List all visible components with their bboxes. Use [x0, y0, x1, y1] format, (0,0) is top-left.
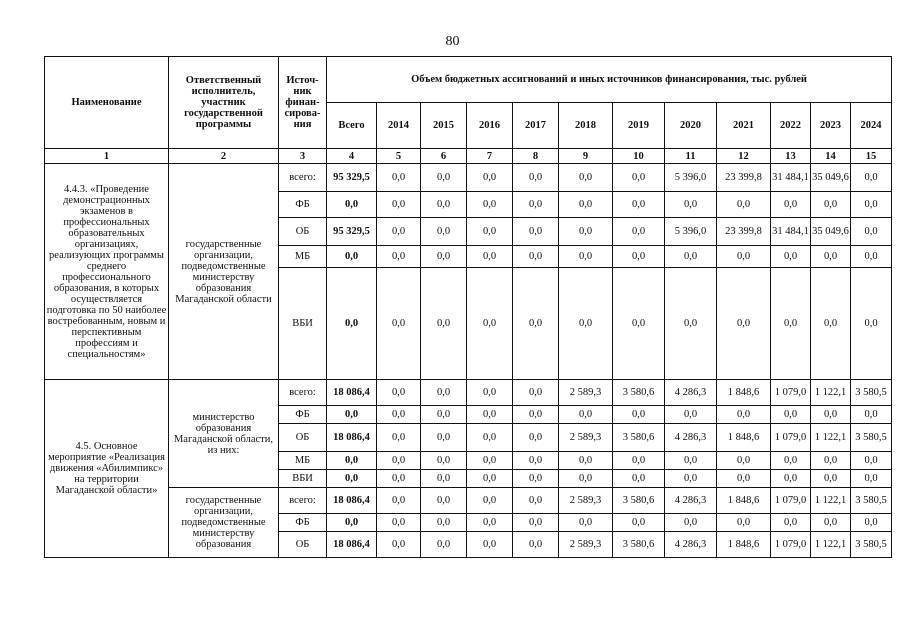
value-cell: 0,0 — [421, 246, 467, 268]
value-cell: 0,0 — [377, 406, 421, 424]
column-number: 6 — [421, 149, 467, 164]
value-cell: 0,0 — [513, 192, 559, 218]
value-cell: 0,0 — [851, 218, 892, 246]
value-cell: 0,0 — [377, 514, 421, 532]
value-cell: 4 286,3 — [665, 532, 717, 558]
value-cell: 0,0 — [559, 164, 613, 192]
header-executor: Ответственный исполнитель, участник государственной программы — [169, 57, 279, 149]
value-cell: 0,0 — [559, 406, 613, 424]
value-cell: 0,0 — [613, 470, 665, 488]
header-year: 2018 — [559, 103, 613, 149]
value-cell: 0,0 — [665, 470, 717, 488]
value-cell: 0,0 — [613, 452, 665, 470]
source-cell: всего: — [279, 488, 327, 514]
value-cell: 35 049,6 — [811, 164, 851, 192]
value-cell: 0,0 — [377, 218, 421, 246]
source-cell: всего: — [279, 380, 327, 406]
value-cell: 0,0 — [613, 218, 665, 246]
value-cell: 0,0 — [467, 470, 513, 488]
header-total: Всего — [327, 103, 377, 149]
value-cell: 3 580,6 — [613, 380, 665, 406]
column-number: 13 — [771, 149, 811, 164]
value-cell: 2 589,3 — [559, 532, 613, 558]
header-year: 2017 — [513, 103, 559, 149]
value-cell: 0,0 — [377, 268, 421, 380]
value-cell: 1 122,1 — [811, 532, 851, 558]
value-cell: 0,0 — [421, 488, 467, 514]
value-cell: 1 079,0 — [771, 424, 811, 452]
value-cell: 0,0 — [421, 424, 467, 452]
value-cell: 1 848,6 — [717, 424, 771, 452]
source-cell: ОБ — [279, 218, 327, 246]
value-cell: 0,0 — [559, 452, 613, 470]
column-numbers-row — [45, 149, 892, 164]
value-cell: 0,0 — [559, 514, 613, 532]
value-cell: 0,0 — [559, 218, 613, 246]
source-cell: всего: — [279, 164, 327, 192]
value-cell: 4 286,3 — [665, 488, 717, 514]
value-cell: 0,0 — [665, 406, 717, 424]
value-cell: 0,0 — [613, 192, 665, 218]
value-cell: 4 286,3 — [665, 380, 717, 406]
value-cell: 0,0 — [771, 246, 811, 268]
header-year: 2021 — [717, 103, 771, 149]
header-year: 2023 — [811, 103, 851, 149]
value-cell: 3 580,5 — [851, 380, 892, 406]
value-cell: 0,0 — [613, 268, 665, 380]
value-cell: 0,0 — [771, 268, 811, 380]
value-cell: 0,0 — [377, 380, 421, 406]
column-number: 8 — [513, 149, 559, 164]
column-number: 10 — [613, 149, 665, 164]
value-cell: 0,0 — [717, 192, 771, 218]
value-cell: 2 589,3 — [559, 488, 613, 514]
value-cell: 0,0 — [377, 246, 421, 268]
executor-4-5-ministry: министерство образования Магаданской области, из них: — [169, 380, 279, 488]
column-number: 14 — [811, 149, 851, 164]
value-cell: 3 580,6 — [613, 532, 665, 558]
value-cell: 0,0 — [811, 192, 851, 218]
total-cell: 18 086,4 — [327, 488, 377, 514]
value-cell: 0,0 — [665, 452, 717, 470]
source-cell: ОБ — [279, 424, 327, 452]
value-cell: 0,0 — [665, 268, 717, 380]
value-cell: 2 589,3 — [559, 424, 613, 452]
column-number: 11 — [665, 149, 717, 164]
page-number: 80 — [445, 34, 460, 49]
value-cell: 1 122,1 — [811, 424, 851, 452]
value-cell: 0,0 — [771, 406, 811, 424]
header-year: 2024 — [851, 103, 892, 149]
value-cell: 0,0 — [421, 406, 467, 424]
value-cell: 3 580,5 — [851, 532, 892, 558]
value-cell: 0,0 — [851, 192, 892, 218]
value-cell: 0,0 — [467, 192, 513, 218]
value-cell: 0,0 — [717, 452, 771, 470]
total-cell: 95 329,5 — [327, 164, 377, 192]
column-number: 15 — [851, 149, 892, 164]
value-cell: 0,0 — [665, 192, 717, 218]
item-name-4-5: 4.5. Основное мероприятие «Реализация движения «Абилимпикс» на территории Магаданской области» — [45, 380, 169, 558]
value-cell: 1 122,1 — [811, 380, 851, 406]
value-cell: 0,0 — [421, 380, 467, 406]
header-source: Источ-ник финан-сирова-ния — [279, 57, 327, 149]
value-cell: 0,0 — [851, 246, 892, 268]
value-cell: 0,0 — [717, 268, 771, 380]
total-cell: 0,0 — [327, 514, 377, 532]
item-name-4-4-3: 4.4.3. «Проведение демонстрационных экзаменов в профессиональных образовательных организациях, реализующих программы среднего профессионального образования, в которых осуществляется подготовка по 50 наиболее востребованным, новым и перспективным профессиям и специальностям» — [45, 164, 169, 380]
value-cell: 0,0 — [771, 470, 811, 488]
value-cell: 23 399,8 — [717, 164, 771, 192]
value-cell: 1 079,0 — [771, 380, 811, 406]
value-cell: 0,0 — [665, 514, 717, 532]
value-cell: 23 399,8 — [717, 218, 771, 246]
value-cell: 0,0 — [851, 268, 892, 380]
value-cell: 0,0 — [513, 246, 559, 268]
value-cell: 0,0 — [513, 218, 559, 246]
value-cell: 1 122,1 — [811, 488, 851, 514]
value-cell: 1 848,6 — [717, 380, 771, 406]
header-volume: Объем бюджетных ассигнований и иных источников финансирования, тыс. рублей — [327, 57, 892, 103]
source-cell: ФБ — [279, 192, 327, 218]
value-cell: 1 079,0 — [771, 488, 811, 514]
value-cell: 0,0 — [771, 452, 811, 470]
value-cell: 0,0 — [851, 514, 892, 532]
column-number: 7 — [467, 149, 513, 164]
value-cell: 0,0 — [467, 164, 513, 192]
table-row — [45, 380, 892, 406]
column-number: 9 — [559, 149, 613, 164]
value-cell: 0,0 — [811, 406, 851, 424]
value-cell: 0,0 — [851, 470, 892, 488]
header-year: 2019 — [613, 103, 665, 149]
column-number: 5 — [377, 149, 421, 164]
budget-table — [44, 56, 892, 558]
value-cell: 1 848,6 — [717, 488, 771, 514]
value-cell: 0,0 — [717, 514, 771, 532]
value-cell: 0,0 — [559, 268, 613, 380]
value-cell: 3 580,5 — [851, 424, 892, 452]
total-cell: 0,0 — [327, 192, 377, 218]
value-cell: 0,0 — [513, 406, 559, 424]
column-number: 2 — [169, 149, 279, 164]
value-cell: 0,0 — [559, 246, 613, 268]
total-cell: 0,0 — [327, 470, 377, 488]
header-year: 2016 — [467, 103, 513, 149]
value-cell: 31 484,1 — [771, 164, 811, 192]
value-cell: 0,0 — [851, 164, 892, 192]
value-cell: 0,0 — [811, 246, 851, 268]
value-cell: 0,0 — [811, 452, 851, 470]
value-cell: 0,0 — [421, 514, 467, 532]
value-cell: 0,0 — [717, 470, 771, 488]
executor-4-4-3: государственные организации, подведомственные министерству образования Магаданской области — [169, 164, 279, 380]
source-cell: ФБ — [279, 514, 327, 532]
value-cell: 0,0 — [377, 488, 421, 514]
value-cell: 0,0 — [613, 246, 665, 268]
column-number: 1 — [45, 149, 169, 164]
value-cell: 0,0 — [467, 218, 513, 246]
value-cell: 0,0 — [513, 532, 559, 558]
value-cell: 0,0 — [421, 218, 467, 246]
value-cell: 0,0 — [717, 406, 771, 424]
value-cell: 0,0 — [421, 192, 467, 218]
header-year: 2020 — [665, 103, 717, 149]
source-cell: МБ — [279, 246, 327, 268]
source-cell: ВБИ — [279, 268, 327, 380]
value-cell: 0,0 — [513, 424, 559, 452]
value-cell: 0,0 — [467, 424, 513, 452]
value-cell: 0,0 — [613, 514, 665, 532]
total-cell: 0,0 — [327, 406, 377, 424]
value-cell: 0,0 — [467, 380, 513, 406]
value-cell: 3 580,5 — [851, 488, 892, 514]
value-cell: 0,0 — [513, 470, 559, 488]
value-cell: 0,0 — [613, 164, 665, 192]
value-cell: 3 580,6 — [613, 488, 665, 514]
header-year: 2015 — [421, 103, 467, 149]
value-cell: 0,0 — [467, 406, 513, 424]
value-cell: 0,0 — [665, 246, 717, 268]
value-cell: 0,0 — [513, 380, 559, 406]
total-cell: 95 329,5 — [327, 218, 377, 246]
header-year: 2022 — [771, 103, 811, 149]
value-cell: 0,0 — [467, 488, 513, 514]
value-cell: 0,0 — [467, 452, 513, 470]
value-cell: 0,0 — [377, 424, 421, 452]
value-cell: 0,0 — [811, 268, 851, 380]
value-cell: 0,0 — [421, 532, 467, 558]
value-cell: 0,0 — [467, 268, 513, 380]
value-cell: 0,0 — [851, 452, 892, 470]
value-cell: 0,0 — [513, 514, 559, 532]
source-cell: ВБИ — [279, 470, 327, 488]
value-cell: 0,0 — [811, 514, 851, 532]
value-cell: 4 286,3 — [665, 424, 717, 452]
value-cell: 5 396,0 — [665, 218, 717, 246]
executor-4-5-organizations: государственные организации, подведомственные министерству образования — [169, 488, 279, 558]
value-cell: 0,0 — [421, 268, 467, 380]
value-cell: 0,0 — [513, 164, 559, 192]
value-cell: 0,0 — [851, 406, 892, 424]
total-cell: 18 086,4 — [327, 380, 377, 406]
value-cell: 0,0 — [467, 514, 513, 532]
header-name: Наименование — [45, 57, 169, 149]
value-cell: 0,0 — [377, 452, 421, 470]
value-cell: 0,0 — [771, 514, 811, 532]
value-cell: 0,0 — [513, 488, 559, 514]
value-cell: 5 396,0 — [665, 164, 717, 192]
total-cell: 0,0 — [327, 268, 377, 380]
value-cell: 0,0 — [811, 470, 851, 488]
source-cell: ОБ — [279, 532, 327, 558]
value-cell: 0,0 — [377, 192, 421, 218]
value-cell: 0,0 — [377, 532, 421, 558]
value-cell: 0,0 — [771, 192, 811, 218]
column-number: 12 — [717, 149, 771, 164]
header-year: 2014 — [377, 103, 421, 149]
value-cell: 0,0 — [467, 532, 513, 558]
value-cell: 3 580,6 — [613, 424, 665, 452]
value-cell: 0,0 — [717, 246, 771, 268]
total-cell: 0,0 — [327, 246, 377, 268]
column-number: 4 — [327, 149, 377, 164]
table-row — [45, 164, 892, 192]
total-cell: 0,0 — [327, 452, 377, 470]
value-cell: 0,0 — [377, 164, 421, 192]
header-row-1 — [45, 57, 892, 103]
value-cell: 2 589,3 — [559, 380, 613, 406]
value-cell: 0,0 — [421, 164, 467, 192]
total-cell: 18 086,4 — [327, 532, 377, 558]
source-cell: МБ — [279, 452, 327, 470]
value-cell: 0,0 — [377, 470, 421, 488]
value-cell: 0,0 — [421, 452, 467, 470]
value-cell: 31 484,1 — [771, 218, 811, 246]
column-number: 3 — [279, 149, 327, 164]
table-row — [45, 488, 892, 514]
value-cell: 0,0 — [613, 406, 665, 424]
value-cell: 0,0 — [559, 470, 613, 488]
value-cell: 0,0 — [513, 268, 559, 380]
total-cell: 18 086,4 — [327, 424, 377, 452]
value-cell: 1 848,6 — [717, 532, 771, 558]
value-cell: 0,0 — [559, 192, 613, 218]
value-cell: 1 079,0 — [771, 532, 811, 558]
source-cell: ФБ — [279, 406, 327, 424]
value-cell: 0,0 — [421, 470, 467, 488]
value-cell: 0,0 — [513, 452, 559, 470]
value-cell: 35 049,6 — [811, 218, 851, 246]
value-cell: 0,0 — [467, 246, 513, 268]
